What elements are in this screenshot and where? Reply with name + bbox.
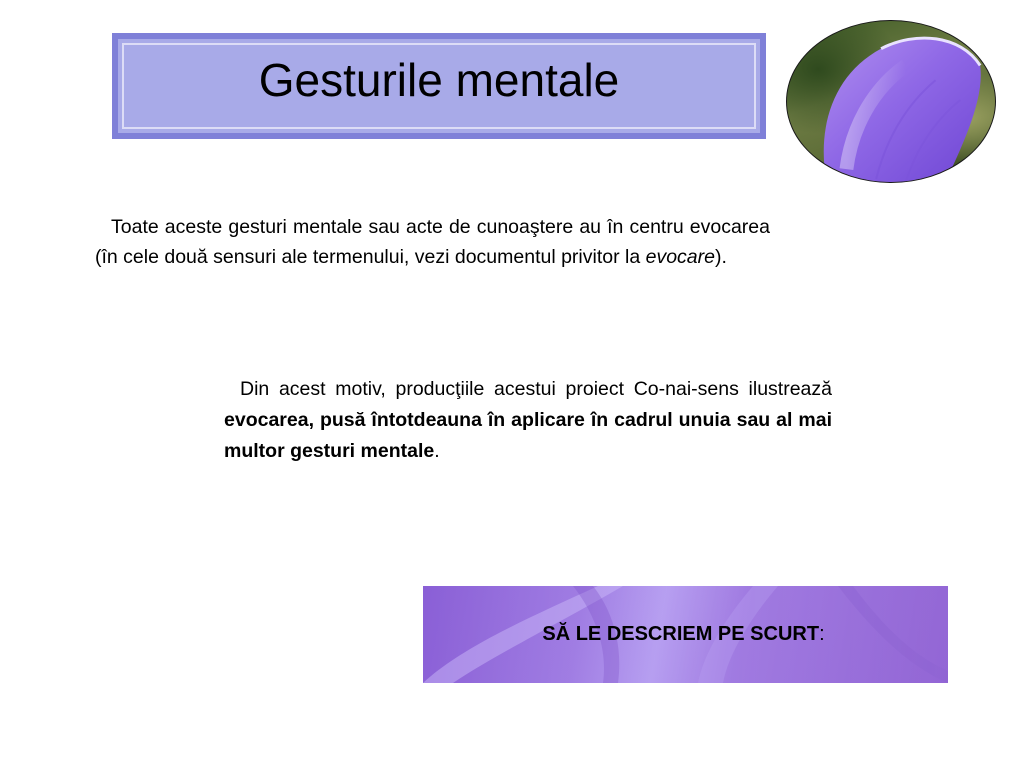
paragraph1-italic: evocare — [645, 246, 715, 268]
paragraph-project-productions — [224, 374, 832, 467]
describe-banner — [423, 586, 948, 683]
banner-label-text: SĂ LE DESCRIEM PE SCURT — [542, 623, 820, 645]
slide-title: Gesturile mentale — [258, 54, 620, 106]
title-box — [112, 33, 766, 139]
banner-label — [542, 623, 824, 646]
banner-colon: : — [819, 623, 825, 645]
paragraph1-end: ). — [714, 246, 727, 268]
paragraph1-text: Toate aceste gesturi mentale sau acte de cunoaştere au în centru evocarea (în cele două sensuri ale termenului, vezi documentul privitor la — [95, 216, 770, 268]
paragraph2-text: Din acest motiv, producţiile acestui proiect Co-nai-sens ilustrează — [240, 378, 832, 400]
petal-photo — [786, 20, 996, 183]
paragraph2-end: . — [434, 440, 440, 462]
paragraph-evocation-center — [95, 212, 770, 272]
petal-illustration — [787, 21, 995, 182]
paragraph2-bold: evocarea, pusă întotdeauna în aplicare în cadrul unuia sau al mai multor gesturi mentale — [224, 409, 832, 462]
